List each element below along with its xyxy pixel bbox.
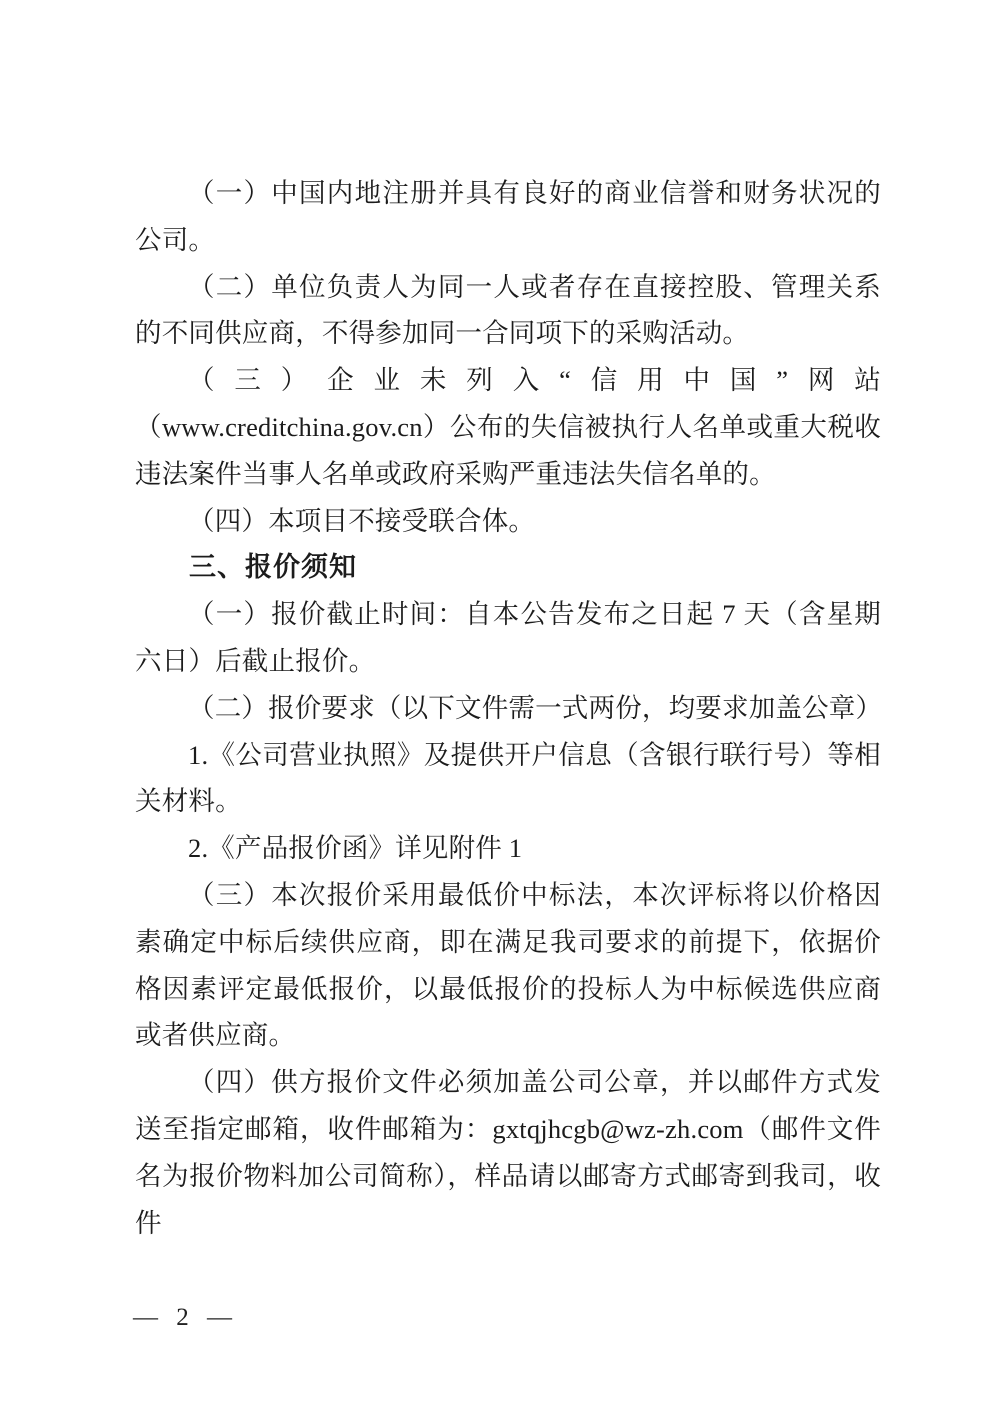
page-number: — 2 — bbox=[133, 1304, 232, 1331]
clause-creditchina-blacklist: （三）企业未列入“信用中国”网站（www.creditchina.gov.cn）公布的失信被执行人名单或重大税收违法案件当事人名单或政府采购严重违法失信名单的。 bbox=[135, 365, 881, 489]
heading-quotation-notes: 三、报价须知 bbox=[189, 552, 357, 583]
clause-quotation-requirements: （二）报价要求（以下文件需一式两份，均要求加盖公章） bbox=[188, 692, 883, 723]
clause-company-registration: （一）中国内地注册并具有良好的商业信誉和财务状况的公司。 bbox=[135, 178, 881, 255]
item-business-license: 1.《公司营业执照》及提供开户信息（含银行联行号）等相关材料。 bbox=[135, 739, 881, 817]
clause-same-responsible-person: （二）单位负责人为同一人或者存在直接控股、管理关系的不同供应商，不得参加同一合同项下的采购活动。 bbox=[135, 271, 881, 349]
clause-no-consortium: （四）本项目不接受联合体。 bbox=[188, 505, 536, 536]
page-content bbox=[135, 170, 881, 1246]
clause-quotation-deadline: （一）报价截止时间：自本公告发布之日起 7 天（含星期六日）后截止报价。 bbox=[135, 599, 881, 676]
clause-submission-email: （四）供方报价文件必须加盖公司公章，并以邮件方式发送至指定邮箱，收件邮箱为：gxtqjhcgb@wz-zh.com（邮件文件名为报价物料加公司简称），样品请以邮寄方式邮寄到我司，收件 bbox=[135, 1067, 881, 1238]
item-quotation-letter: 2.《产品报价函》详见附件 1 bbox=[188, 833, 523, 864]
clause-evaluation-method: （三）本次报价采用最低价中标法，本次评标将以价格因素确定中标后续供应商，即在满足我司要求的前提下，依据价格因素评定最低报价，以最低报价的投标人为中标候选供应商或者供应商。 bbox=[135, 879, 881, 1051]
